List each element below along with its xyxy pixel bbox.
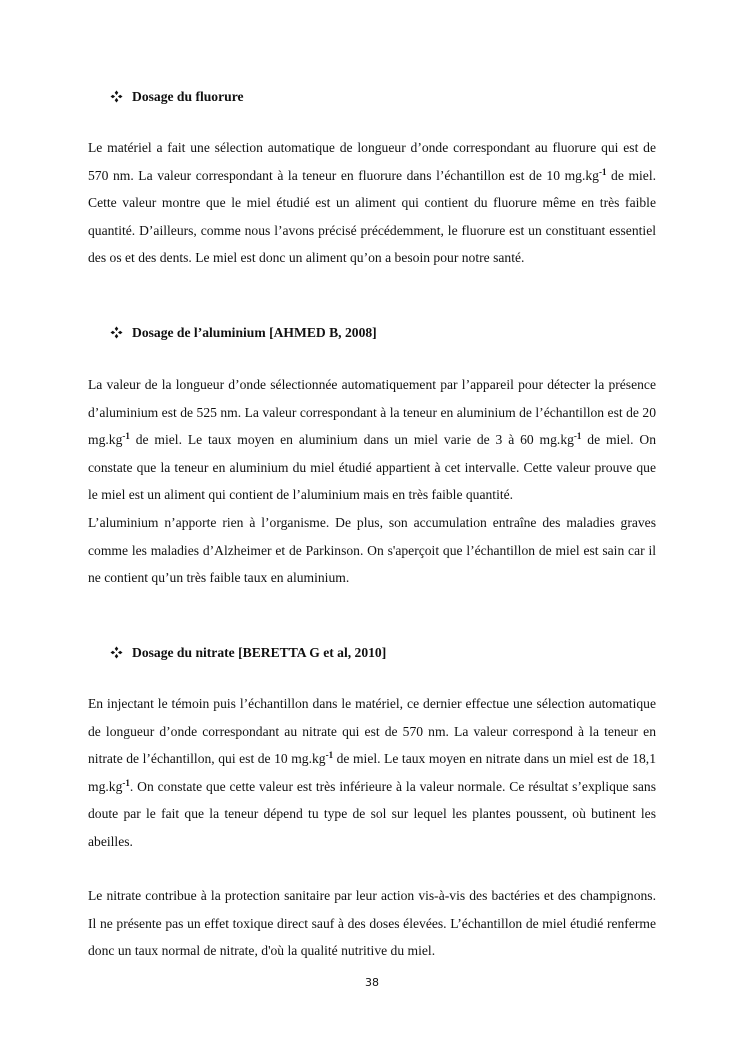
text-run: de miel. Le taux moyen en nitrate dans un miel est de 18,1 mg.kg <box>88 751 656 794</box>
text-run: de miel. On constate que la teneur en aluminium du miel étudié appartient à cet intervalle. Cette valeur prouve que le miel est un aliment qui contient de l’aluminium mais en très faible quantité. <box>88 432 656 503</box>
unit-exponent: -1 <box>122 777 130 788</box>
text-run: de miel. Cette valeur montre que le miel étudié est un aliment qui contient du fluorure même en très faible quantité. D’ailleurs, comme nous l’avons précisé précédemment, le fluorure est un constituant essentiel des os et des dents. Le miel est donc un aliment qu’on a besoin pour notre santé. <box>88 167 657 266</box>
section-body-nitrate <box>88 690 656 856</box>
section-heading-fluorure: Dosage du fluorure <box>110 89 244 105</box>
section-heading-nitrate: Dosage du nitrate [BERETTA G et al, 2010] <box>110 645 386 661</box>
text-run: . On constate que cette valeur est très inférieure à la valeur normale. Ce résultat s’explique sans doute par le fait que la teneur dépend tu type de sol sur lequel les plantes poussent, où butinent les abeilles. <box>88 778 656 849</box>
paragraph <box>88 690 656 856</box>
text-run: Le nitrate contribue à la protection sanitaire par leur action vis-à-vis des bactéries et des champignons. Il ne présente pas un effet toxique direct sauf à des doses élevées. L’échantillon de miel étudié renferme donc un taux normal de nitrate, d'où la qualité nutritive du miel. <box>88 888 656 959</box>
text-run: La valeur de la longueur d’onde sélectionnée automatiquement par l’appareil pour détecter la présence d’aluminium est de 525 nm. La valeur correspondant à la teneur en aluminium de l’échantillon est de 20 mg.kg <box>88 377 656 448</box>
paragraph <box>88 371 656 509</box>
unit-exponent: -1 <box>598 166 607 177</box>
section-body-nitrate-2 <box>88 882 656 965</box>
unit-exponent: -1 <box>122 431 130 442</box>
diamond-bullet-icon <box>110 645 132 661</box>
text-run: En injectant le témoin puis l’échantillon dans le matériel, ce dernier effectue une sélection automatique de longueur d’onde correspondant au nitrate qui est de 570 nm. La valeur correspond à la teneur en nitrate de l’échantillon, qui est de 10 mg.kg <box>88 696 656 767</box>
section-body-aluminium <box>88 371 656 592</box>
unit-exponent: -1 <box>325 750 334 761</box>
text-run: L’aluminium n’apporte rien à l’organisme. De plus, son accumulation entraîne des maladies graves comme les maladies d’Alzheimer et de Parkinson. On s'aperçoit que l’échantillon de miel est sain car il ne contient qu’un très faible taux en aluminium. <box>88 514 656 586</box>
paragraph <box>88 134 656 272</box>
diamond-bullet-icon <box>110 89 132 105</box>
text-run: de miel. Le taux moyen en aluminium dans un miel varie de 3 à 60 mg.kg <box>129 432 574 448</box>
paragraph <box>88 509 656 592</box>
paragraph <box>88 882 656 965</box>
unit-exponent: -1 <box>573 431 582 442</box>
section-body-fluorure <box>88 134 656 272</box>
text-run: Le matériel a fait une sélection automatique de longueur d’onde correspondant au fluorure qui est de 570 nm. La valeur correspondant à la teneur en fluorure dans l’échantillon est de 10 mg.kg <box>88 140 656 183</box>
diamond-bullet-icon <box>110 325 132 341</box>
page-number: 38 <box>365 976 379 989</box>
section-heading-aluminium: Dosage de l’aluminium [AHMED B, 2008] <box>110 325 377 341</box>
